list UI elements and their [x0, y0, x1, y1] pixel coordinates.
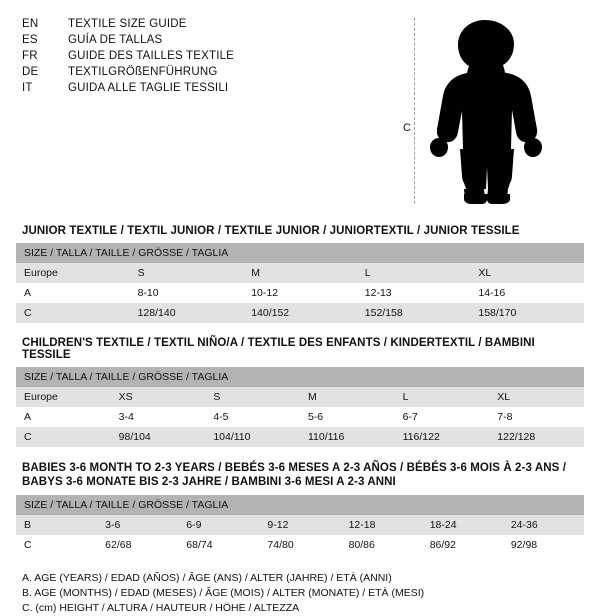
legend — [22, 571, 584, 616]
row-label: B — [16, 515, 97, 535]
measurement-figure — [399, 16, 574, 206]
row-label: Europe — [16, 387, 111, 407]
babies-size-table — [16, 495, 584, 555]
cell: 128/140 — [130, 303, 244, 323]
toddler-silhouette-icon — [427, 18, 547, 211]
header — [16, 16, 584, 211]
cell: 24-36 — [503, 515, 584, 535]
legend-item: B. AGE (MONTHS) / EDAD (MESES) / ÂGE (MOIS) / ALTER (MONATE) / ETÀ (MESI) — [22, 587, 425, 599]
cell: S — [205, 387, 300, 407]
cell: 116/122 — [395, 427, 490, 447]
language-row — [22, 64, 234, 80]
language-title: GUIDA ALLE TAGLIE TESSILI — [68, 82, 229, 94]
cell: 80/86 — [341, 535, 422, 555]
table-header-label: SIZE / TALLA / TAILLE / GRÖSSE / TAGLIA — [16, 243, 584, 263]
cell: 8-10 — [130, 283, 244, 303]
cell: 3-4 — [111, 407, 206, 427]
section-title: JUNIOR TEXTILE / TEXTIL JUNIOR / TEXTILE JUNIOR / JUNIORTEXTIL / JUNIOR TESSILE — [22, 225, 520, 237]
table-header-label: SIZE / TALLA / TAILLE / GRÖSSE / TAGLIA — [16, 495, 584, 515]
row-label: C — [16, 535, 97, 555]
cell: XS — [111, 387, 206, 407]
row-label: C — [16, 427, 111, 447]
cell: 110/116 — [300, 427, 395, 447]
cell: 62/68 — [97, 535, 178, 555]
cell: XL — [470, 263, 584, 283]
height-measure-line — [414, 18, 415, 204]
cell: 122/128 — [489, 427, 584, 447]
cell: 98/104 — [111, 427, 206, 447]
language-code: FR — [22, 50, 38, 62]
legend-item: A. AGE (YEARS) / EDAD (AÑOS) / ÂGE (ANS) / ALTER (JAHRE) / ETÀ (ANNI) — [22, 572, 392, 584]
cell: L — [395, 387, 490, 407]
row-label: A — [16, 283, 130, 303]
table-header-row — [16, 495, 584, 515]
language-code: EN — [22, 18, 39, 30]
table-row — [16, 303, 584, 323]
language-code: DE — [22, 66, 39, 78]
cell: 140/152 — [243, 303, 357, 323]
cell: 12-18 — [341, 515, 422, 535]
section-title: CHILDREN'S TEXTILE / TEXTIL NIÑO/A / TEXTILE DES ENFANTS / KINDERTEXTIL / BAMBINI TESSILE — [22, 337, 535, 361]
language-title: GUÍA DE TALLAS — [68, 34, 163, 46]
cell: 3-6 — [97, 515, 178, 535]
cell: 74/80 — [259, 535, 340, 555]
cell: 104/110 — [205, 427, 300, 447]
section-title: BABIES 3-6 MONTH TO 2-3 YEARS / BEBÉS 3-6 MESES A 2-3 AÑOS / BÉBÉS 3-6 MOIS À 2-3 ANS / BABYS 3-6 MONATE BIS 2-3 JAHRE / BAMBINI 3-6 MESI A 2-3 ANNI — [22, 462, 566, 488]
cell: L — [357, 263, 471, 283]
language-title: TEXTILGRÖßENFÜHRUNG — [68, 66, 218, 78]
language-row — [22, 80, 234, 96]
table-header-row — [16, 243, 584, 263]
cell: 6-9 — [178, 515, 259, 535]
language-row — [22, 32, 234, 48]
language-title: GUIDE DES TAILLES TEXTILE — [68, 50, 235, 62]
row-label: A — [16, 407, 111, 427]
table-row — [16, 407, 584, 427]
table-header-label: SIZE / TALLA / TAILLE / GRÖSSE / TAGLIA — [16, 367, 584, 387]
row-label: Europe — [16, 263, 130, 283]
cell: S — [130, 263, 244, 283]
cell: M — [243, 263, 357, 283]
language-code: IT — [22, 82, 33, 94]
cell: M — [300, 387, 395, 407]
cell: 5-6 — [300, 407, 395, 427]
row-label: C — [16, 303, 130, 323]
section-babies — [16, 461, 584, 555]
cell: 10-12 — [243, 283, 357, 303]
measure-label-c: C — [403, 122, 411, 134]
legend-item: C. (cm) HEIGHT / ALTURA / HAUTEUR / HÖHE / ALTEZZA — [22, 602, 300, 614]
cell: 7-8 — [489, 407, 584, 427]
cell: XL — [489, 387, 584, 407]
table-row — [16, 427, 584, 447]
cell: 12-13 — [357, 283, 471, 303]
language-code: ES — [22, 34, 38, 46]
cell: 4-5 — [205, 407, 300, 427]
cell: 68/74 — [178, 535, 259, 555]
table-row — [16, 515, 584, 535]
cell: 158/170 — [470, 303, 584, 323]
cell: 92/98 — [503, 535, 584, 555]
language-row — [22, 48, 234, 64]
children-size-table — [16, 367, 584, 447]
cell: 6-7 — [395, 407, 490, 427]
cell: 18-24 — [422, 515, 503, 535]
junior-size-table — [16, 243, 584, 323]
cell: 152/158 — [357, 303, 471, 323]
table-row — [16, 263, 584, 283]
cell: 9-12 — [259, 515, 340, 535]
table-row — [16, 387, 584, 407]
table-header-row — [16, 367, 584, 387]
language-title: TEXTILE SIZE GUIDE — [68, 18, 187, 30]
table-row — [16, 283, 584, 303]
section-junior — [16, 225, 584, 323]
language-title-list — [22, 16, 234, 96]
cell: 14-16 — [470, 283, 584, 303]
section-children — [16, 337, 584, 447]
language-row — [22, 16, 234, 32]
cell: 86/92 — [422, 535, 503, 555]
table-row — [16, 535, 584, 555]
